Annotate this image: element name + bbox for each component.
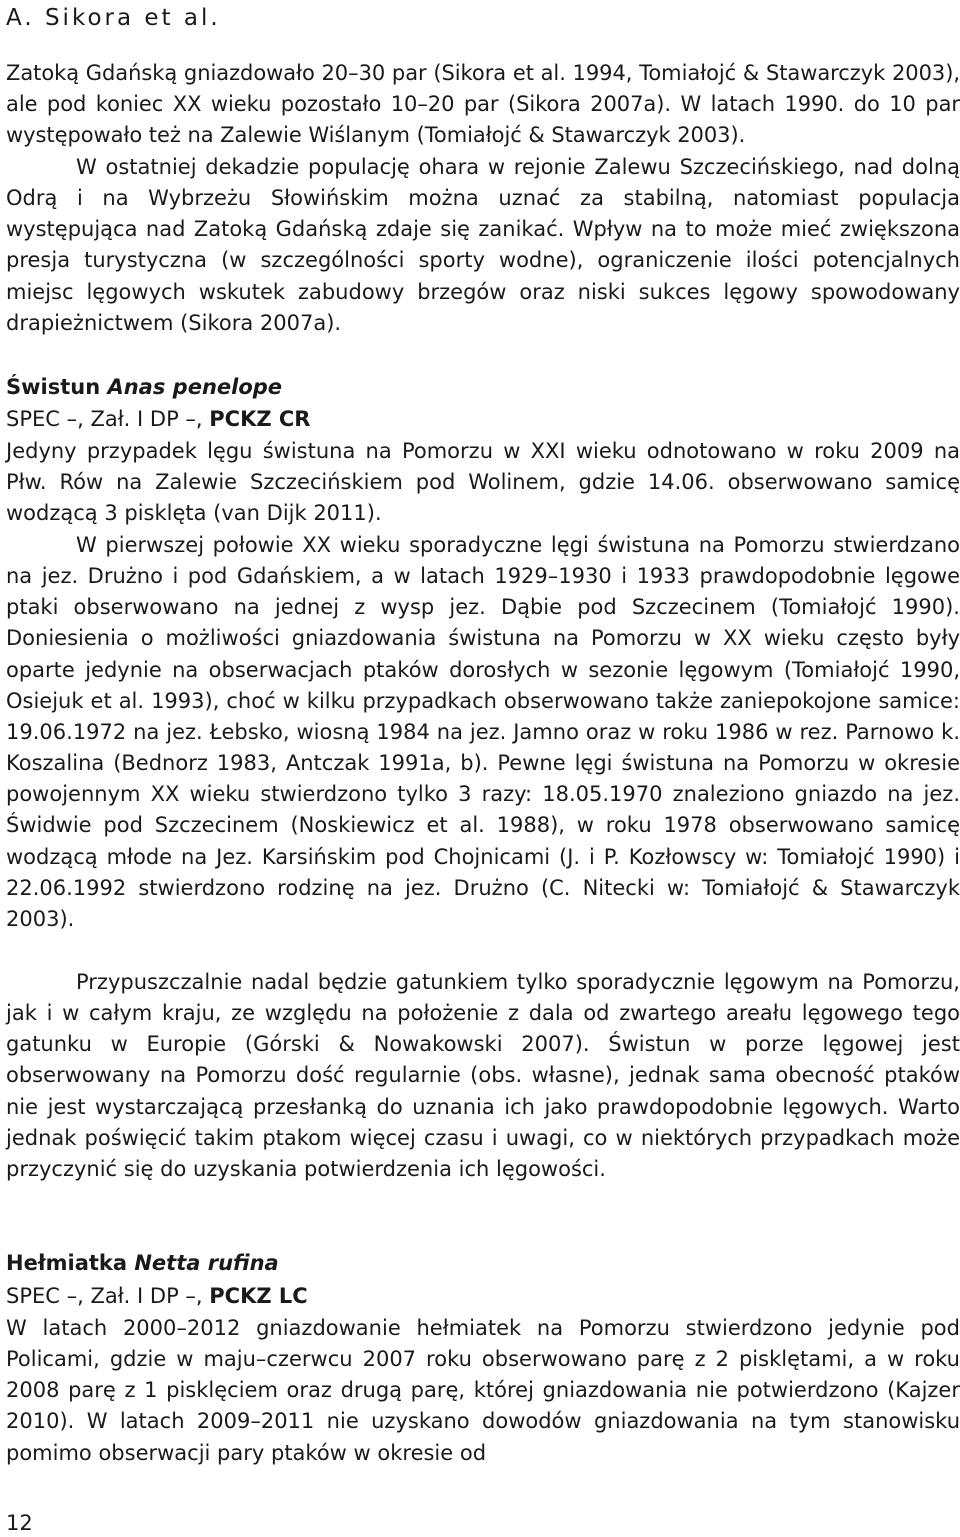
helmiatka-paragraph-1: W latach 2000–2012 gniazdowanie hełmiatek na Pomorzu stwierdzono jedynie pod Policami, gdzie w maju–czerwcu 2007 roku obserwowano parę z 2 pisklętami, a w roku 2008 parę z 1 pisklęciem oraz drugą parę, której gniazdowania nie potwierdzono (Kajzer 2010). W latach 2009–2011 nie uzyskano dowodów gniazdowania na tym stanowisku pomimo obserwacji pary ptaków w okresie od [6,1316,960,1465]
species-status-helmiatka [6,1281,308,1311]
status-codes: SPEC –, Zał. I DP –, [6,407,203,431]
intro-paragraph-1: Zatoką Gdańską gniazdowało 20–30 par (Sikora et al. 1994, Tomiałojć & Stawarczyk 2003), ale pod koniec XX wieku pozostało 10–20 par (Sikora 2007a). W latach 1990. do 10 par występowało też na Zalewie Wiślanym (Tomiałojć & Stawarczyk 2003). [6,61,960,148]
status-codes: SPEC –, Zał. I DP –, [6,1284,203,1308]
species-heading-swistun [6,372,282,402]
species-status-swistun [6,404,310,434]
swistun-paragraph-2: W pierwszej połowie XX wieku sporadyczne lęgi świstuna na Pomorzu stwierdzano na jez. Drużno i pod Gdańskiem, a w latach 1929–1930 i 1933 prawdopodobnie lęgowe ptaki obserwowano na jednej z wysp jez. Dąbie pod Szczecinem (Tomiałojć 1990). Doniesienia o możliwości gniazdowania świstuna na Pomorzu w XX wieku często były oparte jedynie na obserwacjach ptaków dorosłych w sezonie lęgowym (Tomiałojć 1990, Osiejuk et al. 1993), choć w kilku przypadkach obserwowano także zaniepokojone samice: 19.06.1972 na jez. Łebsko, wiosną 1984 na jez. Jamno oraz w roku 1986 w rez. Parnowo k. Koszalina (Bednorz 1983, Antczak 1991a, b). Pewne lęgi świstuna na Pomorzu w okresie powojennym XX wieku stwierdzono tylko 3 razy: 18.05.1970 znaleziono gniazdo na jez. Świdwie pod Szczecinem (Noskiewicz et al. 1988), w roku 1978 obserwowano samicę wodzącą młode na Jez. Karsińskim pod Chojnicami (J. i P. Kozłowscy w: Tomiałojć 1990) i 22.06.1992 stwierdzono rodzinę na jez. Drużno (C. Nitecki w: Tomiałojć & Stawarczyk 2003). [6,533,960,931]
species-name-latin: Netta rufina [134,1251,279,1275]
running-header: A. Sikora et al. [6,5,221,31]
intro-paragraph-2: W ostatniej dekadzie populację ohara w rejonie Zalewu Szczecińskiego, nad dolną Odrą i na Wybrzeżu Słowińskim można uznać za stabilną, natomiast populacja występująca nad Zatoką Gdańską zdaje się zanikać. Wpływ na to może mieć zwiększona presja turystyczna (w szczególności sporty wodne), ograniczenie ilości potencjalnych miejsc lęgowych wskutek zabudowy brzegów oraz niski sukces lęgowy spowodowany drapieżnictwem (Sikora 2007a). [6,155,960,335]
status-pckz: PCKZ LC [209,1284,308,1308]
status-pckz: PCKZ CR [209,407,311,431]
swistun-paragraph-3: Przypuszczalnie nadal będzie gatunkiem tylko sporadycznie lęgowym na Pomorzu, jak i w całym kraju, ze względu na położenie z dala od zwartego areału lęgowego tego gatunku w Europie (Górski & Nowakowski 2007). Świstun w porze lęgowej jest obserwowany na Pomorzu dość regularnie (obs. własne), jednak sama obecność ptaków nie jest wystarczającą przesłanką do uznania ich jako prawdopodobnie lęgowych. Warto jednak poświęcić takim ptakom więcej czasu i uwagi, co w niektórych przypadkach może przyczynić się do uzyskania potwierdzenia ich lęgowości. [6,970,960,1181]
species-name-latin: Anas penelope [107,375,283,399]
species-name-pl: Świstun [6,375,101,399]
page-number: 12 [6,1511,33,1535]
species-name-pl: Hełmiatka [6,1251,128,1275]
species-heading-helmiatka [6,1248,279,1278]
document-page [6,0,960,1537]
swistun-paragraph-1: Jedyny przypadek lęgu świstuna na Pomorzu w XXI wieku odnotowano w roku 2009 na Płw. Rów na Zalewie Szczecińskiem pod Wolinem, gdzie 14.06. obserwowano samicę wodzącą 3 pisklęta (van Dijk 2011). [6,439,960,526]
